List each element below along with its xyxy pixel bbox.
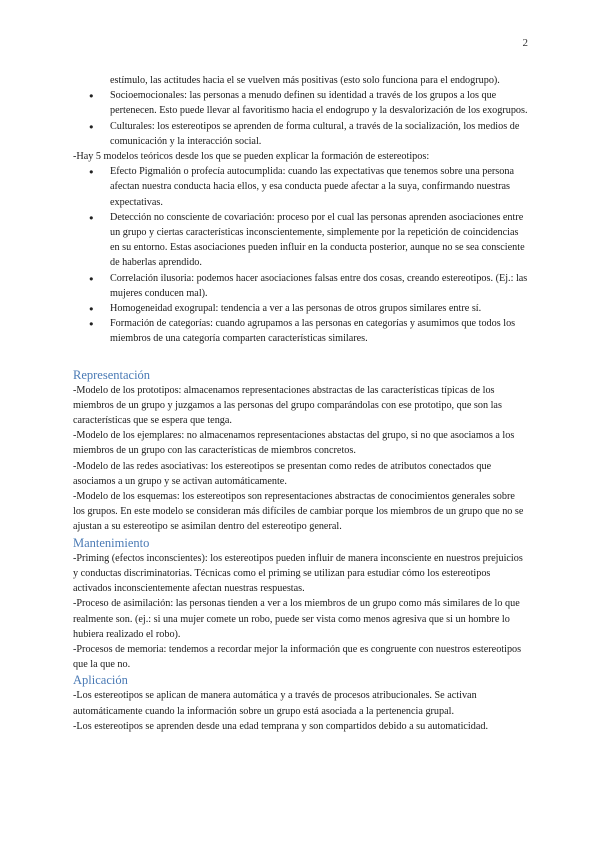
paragraph: -Modelo de las redes asociativas: los estereotipos se presentan como redes de atributos conectados que asociamos a un grupo y se activan automáticamente. [73, 460, 492, 487]
paragraph: -Modelo de los esquemas: los estereotipos son representaciones abstractas de conocimientos generales sobre los grupos. En este modelo se consideran más difíciles de cambiar porque los miembros de un grupo que no se ajustan a su estereotipo se asimilan dentro del estereotipo general. [73, 491, 524, 533]
paragraph: -Los estereotipos se aprenden desde una edad temprana y son compartidos debido a su automaticidad. [73, 720, 489, 732]
bullet-continuation: estímulo, las actitudes hacia el se vuelven más positivas (esto solo funciona para el endogrupo). [110, 75, 500, 86]
section-heading: Aplicación [73, 673, 128, 688]
section-heading: Representación [73, 367, 151, 382]
section-mantenimiento [73, 535, 528, 673]
paragraph: -Modelo de los ejemplares: no almacenamos representaciones abstactas del grupo, si no que asociamos a los miembros de un grupo con las características de miembros concretos. [73, 430, 515, 457]
page-number: 2 [522, 37, 528, 49]
page-content [73, 73, 528, 734]
intro-bullet-list [73, 88, 528, 149]
models-intro: -Hay 5 modelos teóricos desde los que se pueden explicar la formación de estereotipos: [73, 151, 430, 163]
list-item: ● Efecto Pigmalión o profecía autocumplida: cuando las expectativas que tenemos sobre una persona afectan nuestra conducta hacia ellos, y esa conducta puede afectar a la suya, confirmando nuestras expectativas. [73, 164, 528, 210]
section-aplicacion [73, 672, 528, 734]
paragraph: -Procesos de memoria: tendemos a recordar mejor la información que es congruente con nuestros estereotipos que la que no. [73, 643, 522, 671]
paragraph: -Priming (efectos inconscientes): los estereotipos pueden influir de manera inconsciente en nuestros prejuicios y conductas discriminatorias. Técnicas como el priming se utilizan para estudiar cómo los estereotipos activados inconscientemente afectan nuestras respuestas. [73, 552, 523, 595]
paragraph: -Modelo de los prototipos: almacenamos representaciones abstractas de las características típicas de los miembros de un grupo y juzgamos a las personas del grupo comparándolas con ese prototipo, que son las características que se espera que tenga. [73, 384, 502, 427]
section-heading: Mantenimiento [73, 535, 150, 550]
list-item: ● Formación de categorías: cuando agrupamos a las personas en categorías y asumimos que todos los miembros de una categoría comparten características similares. [73, 316, 528, 346]
paragraph: -Proceso de asimilación: las personas tienden a ver a los miembros de un grupo como más similares de lo que realmente son. (ej.: si una mujer comete un robo, puede ser vista como menos agresiva que si un hombre lo hubiera realizado el robo). [73, 598, 520, 640]
section-representacion [73, 367, 528, 535]
list-item: ● Homogeneidad exogrupal: tendencia a ver a las personas de otros grupos similares entre sí. [73, 301, 528, 316]
paragraph: -Los estereotipos se aplican de manera automática y a través de procesos atribucionales. Se activan automáticamente cuando la información sobre un grupo está asociada a la pertenencia grupal. [73, 690, 477, 717]
models-bullet-list [73, 164, 528, 346]
list-item: ● Correlación ilusoria: podemos hacer asociaciones falsas entre dos cosas, creando estereotipos. (Ej.: las mujeres conducen mal). [73, 271, 528, 301]
list-item: ● Socioemocionales: las personas a menudo definen su identidad a través de los grupos a los que pertenecen. Esto puede llevar al favoritismo hacia el endogrupo y la desvalorización de los exogrupos. [73, 88, 528, 118]
list-item: ● Culturales: los estereotipos se aprenden de forma cultural, a través de la socialización, los medios de comunicación y la interacción social. [73, 119, 528, 149]
list-item: ● Detección no consciente de covariación: proceso por el cual las personas aprenden asociaciones entre un grupo y ciertas características inconscientemente, simplemente por la repetición de coincidencias en su entorno. Estas asociaciones pueden influir en la conducta posterior, aunque no se sea consciente de haberlas aprendido. [73, 210, 528, 271]
